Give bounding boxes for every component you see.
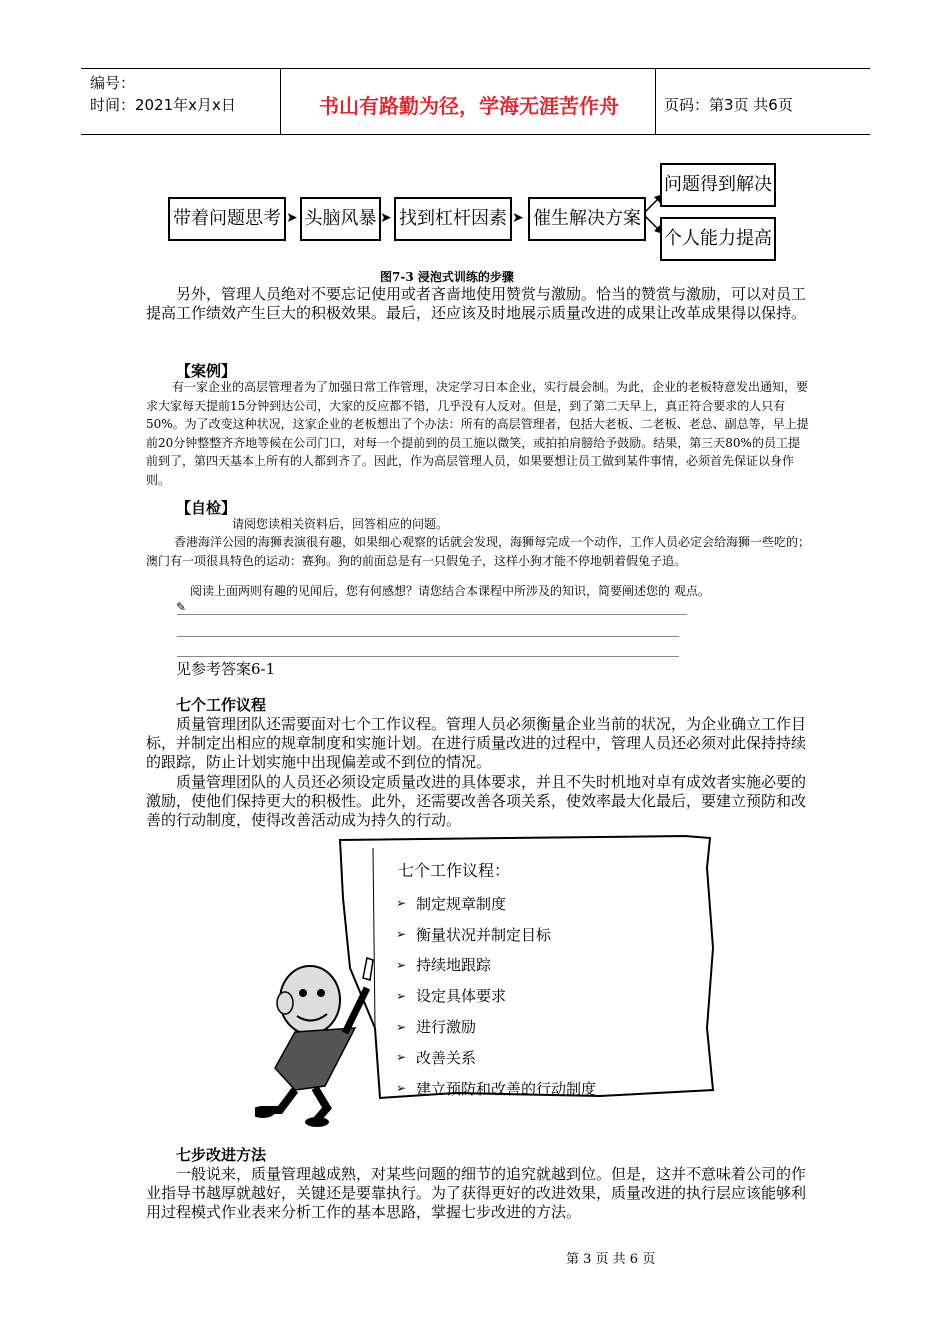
arrow-right-icon: ➤ [380,210,392,226]
paragraph: 另外，管理人员绝对不要忘记使用或者吝啬地使用赞赏与激励。恰当的赞赏与激励，可以对员工提高工作绩效产生巨大的积极效果。最后，还应该及时地展示质量改进的成果让改革成果得以保持。 [146,285,807,322]
selfcheck-question: 阅读上面两则有趣的见闻后，您有何感想？请您结合本课程中所涉及的知识，简要阐述您的 观点。 [190,584,710,598]
header-page-number: 页码：第3页 共6页 [664,96,793,114]
list-item: ➢ 设定具体要求 [396,987,507,1006]
paragraph: 质量管理团队还需要面对七个工作议程。管理人员必须衡量企业当前的状况，为企业确立工作目标，并制定出相应的规章制度和实施计划。在进行质量改进的过程中，管理人员还必须对此保持持续的跟踪，防止计划实施中出现偏差或不到位的情况。 [146,715,807,771]
figure-caption: 图7-3 浸泡式训练的步骤 [380,270,514,284]
answer-line[interactable] [177,636,679,637]
arrow-bullet-icon: ➢ [396,1050,407,1065]
arrow-bullet-icon: ➢ [396,957,407,972]
agenda-list [396,888,596,1104]
doc-date: 时间：2021年x月x日 [90,96,236,114]
header-divider [655,68,656,134]
doc-number: 编号： [90,74,136,92]
arrow-bullet-icon: ➢ [396,896,407,911]
paragraph: 质量管理团队的人员还必须设定质量改进的具体要求，并且不失时机地对卓有成效者实施必要的激励，使他们保持更大的积极性。此外，还需要改善各项关系，使效率最大化最后，要建立预防和改善的行动制度，使得改善活动成为持久的行动。 [146,773,807,829]
list-item: ➢ 建立预防和改善的行动制度 [396,1079,597,1098]
arrow-bullet-icon: ➢ [396,927,407,942]
selfcheck-text: 香港海洋公园的海狮表演很有趣，如果细心观察的话就会发现，海狮每完成一个动作，工作人员必定会给海狮一些吃的；澳门有一项很具特色的运动：赛狗。狗的前面总是有一只假兔子，这样小狗才能不停地朝着假兔子追。 [146,535,811,568]
case-heading: 【案例】 [176,362,237,380]
arrow-right-icon: ➤ [286,210,298,226]
arrow-bullet-icon: ➢ [396,1019,407,1034]
list-item: ➢ 制定规章制度 [396,894,507,913]
header-meta [90,72,236,116]
flow-step: 头脑风暴 [300,197,381,241]
flow-outcome: 个人能力提高 [660,217,776,261]
flow-step: 催生解决方案 [528,197,646,241]
arrow-bullet-icon: ➢ [396,988,407,1003]
header-divider [280,68,281,134]
cartoon-man-icon [255,958,373,1127]
flow-step: 找到杠杆因素 [394,197,512,241]
header-top-rule [81,68,870,69]
header-motto: 书山有路勤为径，学海无涯苦作舟 [319,94,619,118]
section-heading: 七个工作议程 [176,696,267,714]
case-text: 有一家企业的高层管理者为了加强日常工作管理，决定学习日本企业，实行晨会制。为此，企业的老板特意发出通知，要求大家每天提前15分钟到达公司，大家的反应都不错，几乎没有人反对。但是，到了第二天早上，真正符合要求的人只有50%。为了改变这种状况，这家企业的老板想出了个办法：所有的高层管理者，包括大老板、二老板、老总、副总等，早上提前20分钟整整齐齐地等候在公司门口，对每一个提前到的员工施以微笑，或拍拍肩膀给予鼓励。结果，第三天80%的员工提前到了，第四天基本上所有的人都到齐了。因此，作为高层管理人员，如果要想让员工做到某件事情，必须首先保证以身作则。 [146,380,809,487]
list-item: ➢ 持续地跟踪 [396,956,492,975]
arrow-bullet-icon: ➢ [396,1081,407,1096]
header-bottom-rule [81,134,870,135]
section-heading: 七步改进方法 [176,1146,267,1164]
flow-step: 带着问题思考 [168,197,286,241]
pencil-icon: ✎ [176,600,187,614]
footer-page-number: 第 3 页 共 6 页 [566,1252,656,1267]
list-item: ➢ 进行激励 [396,1018,477,1037]
list-item: ➢ 改善关系 [396,1048,477,1067]
answer-reference: 见参考答案6-1 [176,660,276,678]
answer-line[interactable] [177,656,679,657]
flow-outcome: 问题得到解决 [660,163,776,207]
paragraph: 一般说来，质量管理越成熟，对某些问题的细节的追究就越到位。但是，这并不意味着公司的作业指导书越厚就越好，关键还是要靠执行。为了获得更好的改进效果，质量改进的执行层应该能够利用过程模式作业表来分析工作的基本思路，掌握七步改进的方法。 [146,1165,807,1221]
answer-line[interactable] [177,614,687,615]
selfcheck-heading: 【自检】 [176,499,237,517]
list-item: ➢ 衡量状况并制定目标 [396,925,552,944]
agenda-title: 七个工作议程： [398,861,511,880]
arrow-right-icon: ➤ [512,210,524,226]
selfcheck-intro: 请阅您读相关资料后，回答相应的问题。 [232,517,449,531]
